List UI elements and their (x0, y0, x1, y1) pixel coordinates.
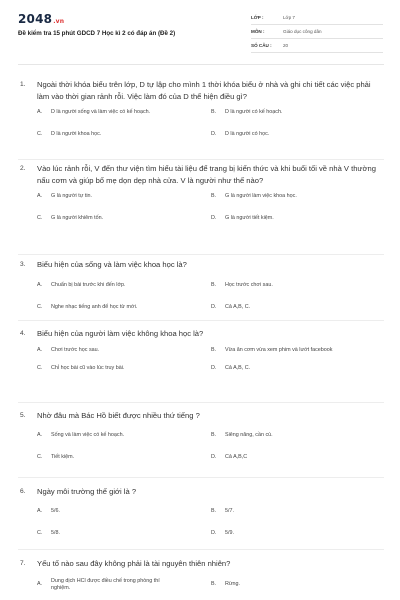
option-text: Chuẩn bị bài trước khi đến lớp. (51, 281, 126, 288)
option-text: G là người khiêm tốn. (51, 214, 104, 221)
question-7 (18, 558, 384, 600)
meta-label: SỐ CÂU : (251, 43, 272, 48)
question-text: Yếu tố nào sau đây không phải là tài nguyên thiên nhiên? (37, 559, 231, 568)
answer-option-b[interactable] (211, 344, 385, 359)
option-letter: A. (37, 109, 43, 115)
option-letter: A. (37, 281, 43, 288)
option-letter: C. (37, 364, 43, 371)
answer-option-a[interactable] (37, 344, 211, 359)
answer-option-d[interactable] (211, 530, 385, 538)
answer-option-c[interactable] (37, 131, 211, 139)
question-number: 7. (20, 560, 26, 567)
meta-value: Lớp 7 (283, 15, 295, 20)
answer-option-a[interactable] (37, 109, 211, 117)
answer-option-b[interactable] (211, 578, 385, 593)
option-text: Chơi trước học sau. (51, 347, 100, 354)
meta-label: LỚP : (251, 15, 264, 20)
option-text: Cả A,B, C. (225, 364, 251, 371)
option-letter: D. (211, 130, 217, 137)
option-letter: A. (37, 507, 43, 514)
option-letter: B. (211, 193, 217, 199)
site-logo[interactable] (18, 12, 64, 26)
meta-row-subject (251, 25, 383, 39)
question-number: 1. (20, 81, 26, 88)
answer-options (37, 508, 384, 538)
logo-suffix: .vn (53, 18, 65, 25)
question-text: Biểu hiện của người làm việc không khoa học là? (37, 329, 204, 338)
answer-option-d[interactable] (211, 131, 385, 139)
meta-label: MÔN : (251, 29, 265, 34)
question-text: Nhờ đâu mà Bác Hồ biết được nhiều thứ tiếng ? (37, 411, 200, 420)
meta-value: 20 (283, 43, 289, 48)
option-text: Dung dịch HCl được điều chế trong phòng thí nghiệm. (51, 577, 160, 591)
option-text: D là người khoa học. (51, 130, 102, 137)
answer-option-d[interactable] (211, 454, 385, 462)
option-letter: A. (37, 193, 43, 199)
question-text: Vào lúc rảnh rỗi, V đến thư viện tìm hiểu tài liệu để trang bị kiến thức và khi buổi tối về nhà V thường nấu cơm và giúp bố mẹ dọn dẹp nhà cửa. V là người như thế nào? (37, 164, 376, 185)
answer-options (37, 432, 384, 462)
header-divider (18, 64, 384, 65)
answer-option-a[interactable] (37, 578, 211, 593)
option-text: Sống và làm việc có kế hoạch. (51, 431, 125, 438)
answer-option-b[interactable] (211, 282, 385, 290)
answer-options (37, 193, 384, 222)
option-text: D là người có kế hoạch. (225, 109, 283, 115)
option-text: Siêng năng, cần cù. (225, 431, 273, 438)
question-text: Ngày môi trường thế giới là ? (37, 487, 137, 496)
question-text: Ngoài thời khóa biểu trên lớp, D tự lập cho mình 1 thời khóa biểu ở nhà và ghi chi tiết các việc phải làm vào thời gian rảnh rỗi. Việc làm đó của D thể hiện điều gì? (37, 80, 371, 101)
option-letter: D. (211, 454, 217, 460)
option-letter: A. (37, 431, 43, 438)
option-letter: D. (211, 304, 217, 310)
question-number: 4. (20, 330, 26, 337)
option-text: 5/7. (225, 507, 234, 514)
option-text: 5/8. (51, 530, 60, 536)
option-letter: C. (37, 130, 43, 137)
answer-option-c[interactable] (37, 454, 211, 462)
option-text: Nghe nhạc tiếng anh để học từ mới. (51, 304, 138, 310)
option-text: Học trước chơi sau. (225, 281, 273, 288)
answer-options (37, 578, 384, 593)
option-letter: C. (37, 530, 43, 536)
answer-option-a[interactable] (37, 193, 211, 201)
answer-option-c[interactable] (37, 304, 211, 312)
option-letter: C. (37, 304, 43, 310)
option-text: Vừa ăn cơm vừa xem phim và lướt facebook (225, 347, 333, 354)
question-number: 5. (20, 412, 26, 419)
meta-value: Giáo dục công dân (283, 29, 322, 34)
option-letter: D. (211, 214, 217, 221)
meta-row-count (251, 39, 383, 53)
answer-option-a[interactable] (37, 432, 211, 440)
answer-option-c[interactable] (37, 530, 211, 538)
answer-option-d[interactable] (211, 304, 385, 312)
logo-text: 2048 (18, 12, 53, 26)
option-letter: B. (211, 347, 217, 354)
answer-options (37, 282, 384, 312)
answer-option-b[interactable] (211, 193, 385, 201)
option-letter: C. (37, 214, 43, 221)
option-text: G là người làm việc khoa học. (225, 193, 297, 199)
exam-meta-table (251, 11, 383, 53)
answer-options (37, 344, 384, 373)
option-letter: B. (211, 281, 217, 288)
option-letter: B. (211, 431, 217, 438)
option-letter: D. (211, 364, 217, 371)
option-letter: A. (37, 581, 43, 588)
option-text: Cả A,B,C (225, 454, 248, 460)
option-text: D là người có học. (225, 130, 270, 137)
question-3 (18, 259, 384, 321)
question-5 (18, 410, 384, 478)
option-text: Chỉ học bài cũ vào lúc truy bài. (51, 364, 125, 371)
question-number: 3. (20, 261, 26, 268)
answer-option-b[interactable] (211, 432, 385, 440)
answer-option-a[interactable] (37, 282, 211, 290)
option-text: G là người tiết kiệm. (225, 214, 274, 221)
question-1 (18, 79, 384, 160)
option-text: D là người sống và làm việc có kế hoạch. (51, 109, 151, 115)
question-6 (18, 486, 384, 550)
meta-row-class (251, 11, 383, 25)
option-text: Cả A,B, C. (225, 304, 251, 310)
answer-option-b[interactable] (211, 109, 385, 117)
question-number: 2. (20, 165, 26, 172)
option-letter: C. (37, 454, 43, 460)
answer-option-c[interactable] (37, 215, 211, 223)
answer-option-d[interactable] (211, 215, 385, 223)
option-letter: A. (37, 347, 43, 354)
option-text: Tiết kiệm. (51, 454, 75, 460)
option-letter: B. (211, 507, 217, 514)
option-text: G là người tự tin. (51, 193, 93, 199)
question-number: 6. (20, 488, 26, 495)
page-title: Đề kiểm tra 15 phút GDCD 7 Học kì 2 có đáp án (Đề 2) (18, 30, 176, 37)
answer-option-d[interactable] (211, 365, 385, 373)
answer-option-c[interactable] (37, 365, 211, 373)
option-text: 5/6. (51, 507, 60, 514)
option-letter: B. (211, 109, 217, 115)
question-4 (18, 328, 384, 403)
option-text: Rừng. (225, 581, 240, 588)
option-text: 5/9. (225, 530, 234, 536)
option-letter: B. (211, 581, 217, 588)
answer-options (37, 109, 384, 138)
answer-option-a[interactable] (37, 508, 211, 516)
option-letter: D. (211, 530, 217, 536)
question-2 (18, 163, 384, 255)
question-text: Biểu hiện của sống và làm việc khoa học là? (37, 260, 187, 269)
answer-option-b[interactable] (211, 508, 385, 516)
